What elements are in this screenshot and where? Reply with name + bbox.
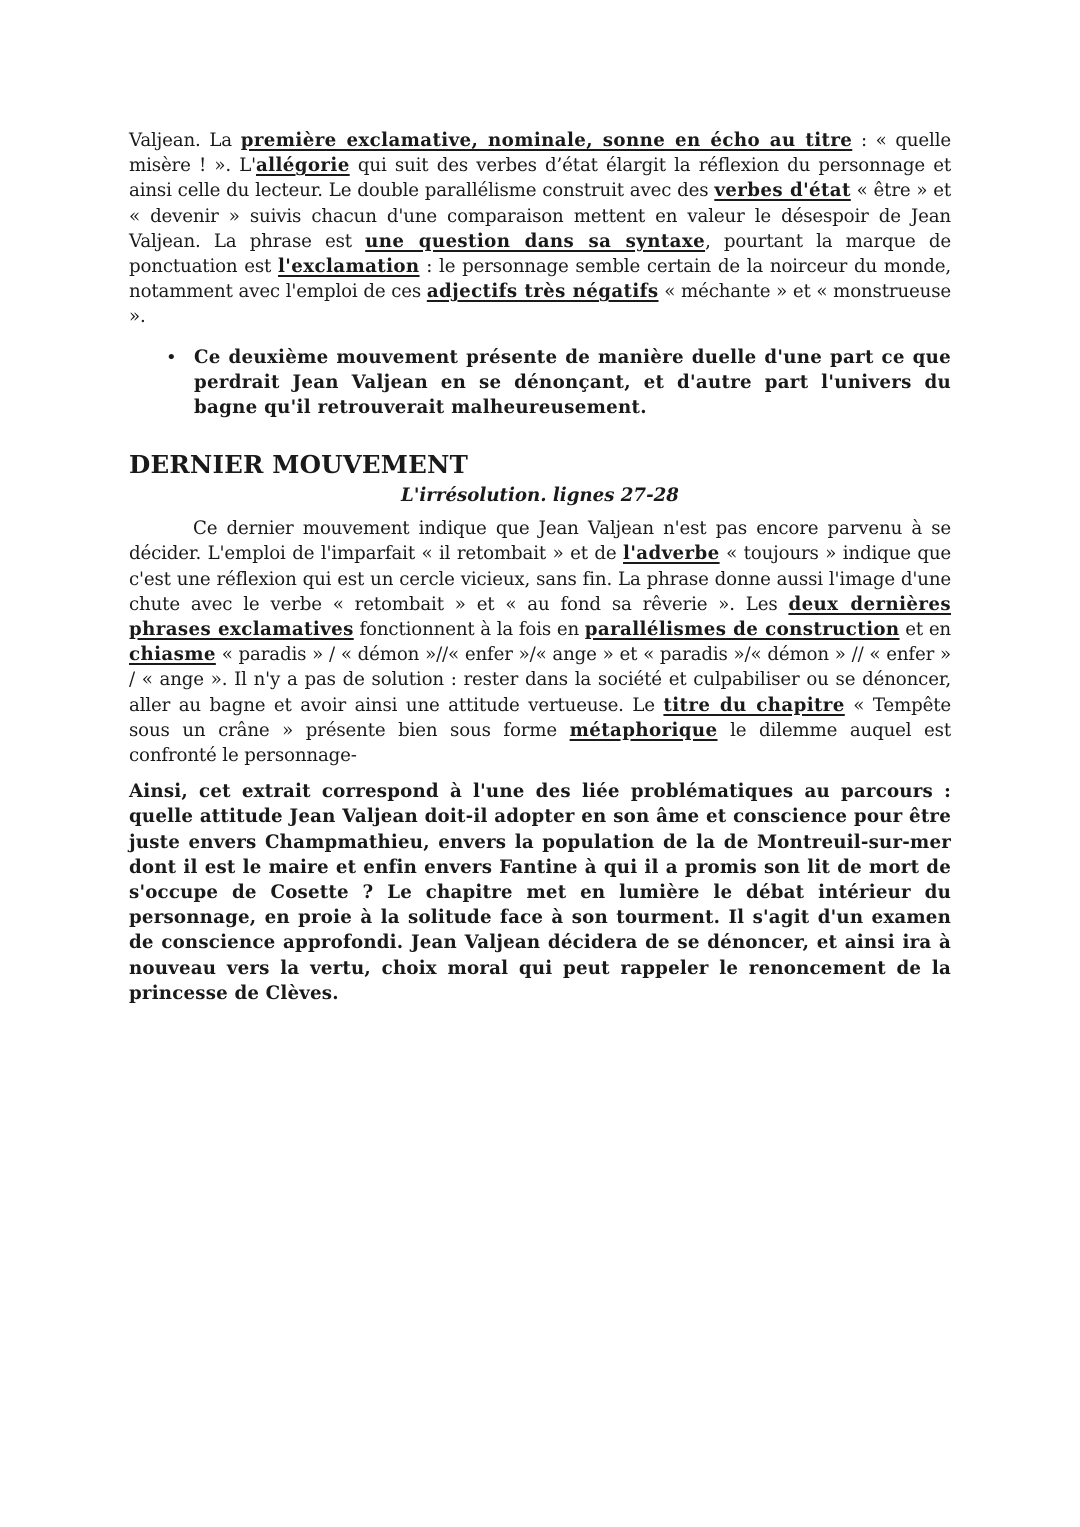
keyword-premiere-exclamative: première exclamative, nominale, sonne en écho au titre — [240, 130, 853, 151]
text-segment: et en — [899, 619, 951, 641]
text-segment: le dilemme auquel est confronté le personnage- — [129, 719, 951, 767]
bullet-icon: • — [166, 346, 177, 368]
text-segment: qui suit des verbes d’état élargit la réflexion du personnage et ainsi celle du lecteur. Le double parallélisme construit avec des — [129, 155, 952, 202]
analysis-paragraph-1 — [129, 128, 951, 330]
text-segment: Ce dernier mouvement indique que Jean Valjean n'est pas encore parvenu à se décider. L'emploi de l'imparfait « il retombait » et de — [129, 518, 951, 565]
keyword-exclamation: l'exclamation — [277, 256, 420, 278]
summary-bullet — [129, 345, 951, 421]
keyword-question-syntaxe: une question dans sa syntaxe — [365, 230, 706, 252]
section-subtitle: L'irrésolution. lignes 27-28 — [401, 485, 679, 507]
conclusion-paragraph: Ainsi, cet extrait correspond à l'une des liée problématiques au parcours : quelle attitude Jean Valjean doit-il adopter en son âme et conscience pour être juste envers Champmathieu, envers la population de la de Montreuil-sur-mer dont il est le maire et enfin envers Fantine à qui il a promis son lit de mort de s'occupe de Cosette ? Le chapitre met en lumière le débat intérieur du personnage, en proie à la solitude face à son tourment. Il s'agit d'un examen de conscience approfondi. Jean Valjean décidera de se dénoncer, et ainsi ira à nouveau vers la vertu, choix moral qui peut rappeler le renoncement de la princesse de Clèves. — [129, 781, 951, 1004]
keyword-allegorie: allégorie — [256, 155, 350, 177]
keyword-chiasme: chiasme — [129, 644, 216, 666]
text-segment: : le personnage semble certain de la noirceur du monde, notamment avec l'emploi de ces — [129, 256, 951, 303]
section-title: DERNIER MOUVEMENT — [129, 450, 469, 480]
text-segment: Valjean. La — [129, 130, 241, 151]
keyword-titre-chapitre: titre du chapitre — [663, 694, 845, 716]
analysis-paragraph-2 — [129, 516, 951, 768]
text-segment: « paradis » / « démon »//« enfer »/« ange » et « paradis »/« démon » // « enfer » / « ange ». Il n'y a pas de solution : rester dans la société et culpabiliser ou se dénoncer, aller au bagne et avoir ainsi une attitude vertueuse. Le — [129, 644, 951, 716]
bullet-text: Ce deuxième mouvement présente de manière duelle d'une part ce que perdrait Jean Valjean en se dénonçant, et d'autre part l'univers du bagne qu'il retrouverait malheureusement. — [194, 346, 951, 419]
text-segment: : « quelle misère ! ». L' — [129, 130, 951, 177]
text-segment: « toujours » indique que c'est une réflexion qui est un cercle vicieux, sans fin. La phrase donne aussi l'image d'une chute avec le verbe « retombait » et « au fond sa rêverie ». Les — [129, 543, 951, 615]
text-segment: « Tempête sous un crâne » présente bien sous forme — [129, 694, 951, 741]
text-segment: fonctionnent à la fois en — [353, 619, 585, 641]
keyword-adverbe: l'adverbe — [623, 543, 720, 565]
keyword-verbes-etat: verbes d'état — [714, 180, 851, 202]
keyword-parallelismes: parallélismes de construction — [584, 619, 900, 641]
text-segment: « méchante » et « monstrueuse ». — [129, 281, 951, 328]
text-segment: « être » et « devenir » suivis chacun d'une comparaison mettent en valeur le désespoir de Jean Valjean. La phrase est — [129, 180, 951, 252]
document-page — [129, 128, 951, 1006]
keyword-metaphorique: métaphorique — [569, 719, 718, 741]
keyword-dernieres-phrases: deux dernières phrases exclamatives — [129, 593, 951, 641]
text-segment: , pourtant la marque de ponctuation est — [129, 230, 951, 278]
keyword-adjectifs-negatifs: adjectifs très négatifs — [426, 281, 659, 303]
